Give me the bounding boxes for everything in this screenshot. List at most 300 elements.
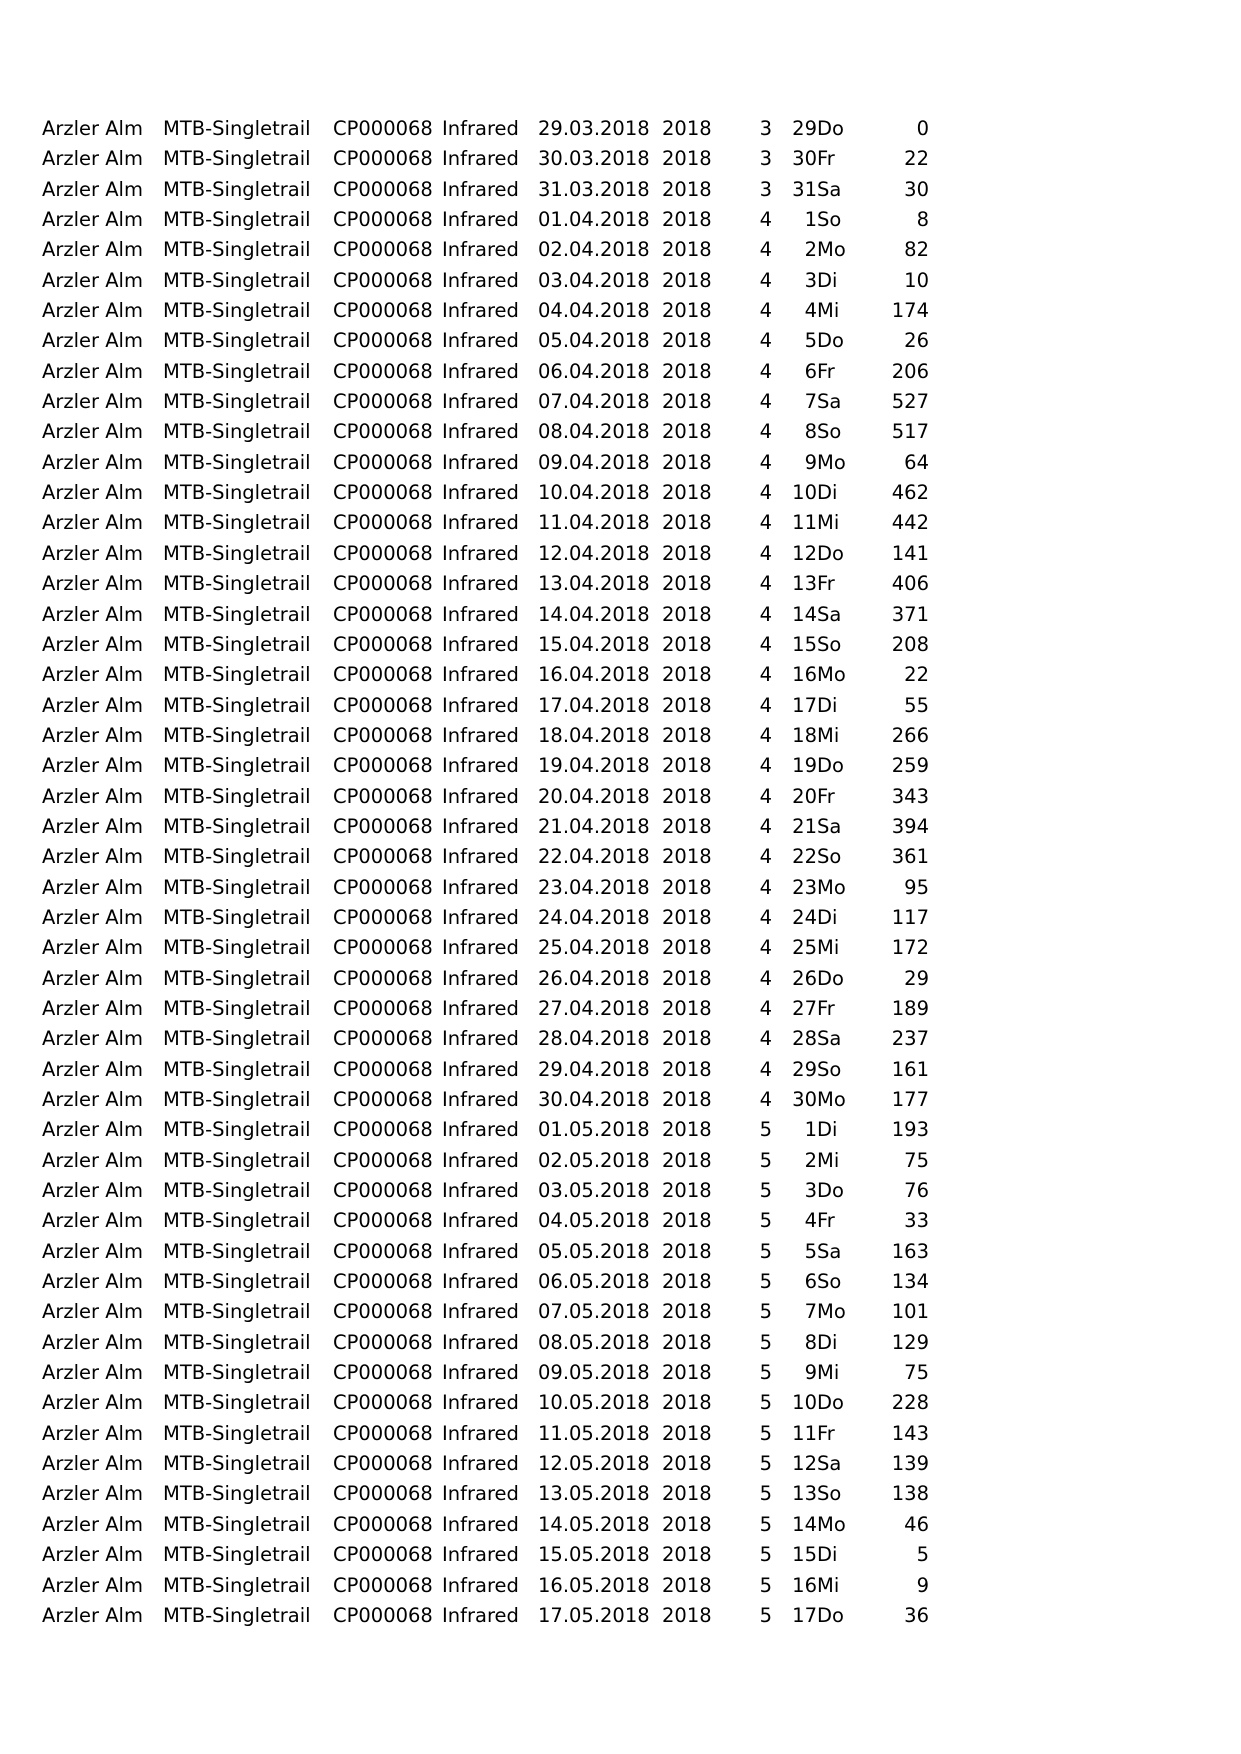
- trail-cell: MTB-Singletrail: [163, 1391, 311, 1415]
- location-cell: Arzler Alm: [42, 1512, 143, 1536]
- table-row: [42, 1024, 929, 1054]
- month-cell: 4: [759, 693, 772, 717]
- year-cell: 2018: [662, 481, 712, 505]
- weekday-cell: Di: [817, 693, 838, 717]
- trail-cell: MTB-Singletrail: [163, 359, 311, 383]
- count-cell: 527: [891, 390, 929, 414]
- year-cell: 2018: [662, 845, 712, 869]
- year-cell: 2018: [662, 208, 712, 232]
- day-cell: 2: [804, 1148, 817, 1172]
- year-cell: 2018: [662, 420, 712, 444]
- sensor-type-cell: Infrared: [442, 784, 519, 808]
- location-cell: Arzler Alm: [42, 572, 143, 596]
- date-cell: 25.04.2018: [538, 936, 650, 960]
- year-cell: 2018: [662, 390, 712, 414]
- date-cell: 06.05.2018: [538, 1270, 650, 1294]
- trail-cell: MTB-Singletrail: [163, 693, 311, 717]
- day-cell: 29: [792, 1057, 817, 1081]
- year-cell: 2018: [662, 936, 712, 960]
- date-cell: 30.03.2018: [538, 147, 650, 171]
- month-cell: 4: [759, 905, 772, 929]
- year-cell: 2018: [662, 1239, 712, 1263]
- trail-cell: MTB-Singletrail: [163, 966, 311, 990]
- table-row: [42, 175, 929, 205]
- counter-id-cell: CP000068: [333, 147, 433, 171]
- table-row: [42, 1176, 929, 1206]
- year-cell: 2018: [662, 268, 712, 292]
- location-cell: Arzler Alm: [42, 663, 143, 687]
- month-cell: 5: [759, 1452, 772, 1476]
- month-cell: 4: [759, 208, 772, 232]
- sensor-type-cell: Infrared: [442, 875, 519, 899]
- table-row: [42, 1479, 929, 1509]
- date-cell: 05.04.2018: [538, 329, 650, 353]
- count-cell: 8: [916, 208, 929, 232]
- counter-id-cell: CP000068: [333, 238, 433, 262]
- day-cell: 19: [792, 754, 817, 778]
- table-row: [42, 1449, 929, 1479]
- date-cell: 31.03.2018: [538, 177, 650, 201]
- counter-id-cell: CP000068: [333, 390, 433, 414]
- sensor-type-cell: Infrared: [442, 1088, 519, 1111]
- counter-id-cell: CP000068: [333, 1573, 433, 1597]
- day-cell: 17: [792, 1603, 817, 1627]
- table-row: [42, 144, 929, 174]
- counter-id-cell: CP000068: [333, 1118, 433, 1142]
- trail-cell: MTB-Singletrail: [163, 450, 311, 474]
- day-cell: 10: [792, 1391, 817, 1415]
- location-cell: Arzler Alm: [42, 511, 143, 535]
- sensor-type-cell: Infrared: [442, 359, 519, 383]
- weekday-cell: Do: [817, 754, 844, 778]
- date-cell: 04.04.2018: [538, 299, 650, 323]
- month-cell: 5: [759, 1270, 772, 1294]
- trail-cell: MTB-Singletrail: [163, 511, 311, 535]
- year-cell: 2018: [662, 1482, 712, 1506]
- month-cell: 4: [759, 1057, 772, 1081]
- weekday-cell: Mo: [817, 1300, 846, 1324]
- counter-id-cell: CP000068: [333, 268, 433, 292]
- table-row: [42, 964, 929, 994]
- date-cell: 27.04.2018: [538, 996, 650, 1020]
- month-cell: 4: [759, 632, 772, 656]
- location-cell: Arzler Alm: [42, 1148, 143, 1172]
- year-cell: 2018: [662, 511, 712, 535]
- location-cell: Arzler Alm: [42, 450, 143, 474]
- date-cell: 01.04.2018: [538, 208, 650, 232]
- date-cell: 05.05.2018: [538, 1239, 650, 1263]
- counter-id-cell: CP000068: [333, 572, 433, 596]
- count-cell: 9: [916, 1573, 929, 1597]
- day-cell: 12: [792, 541, 817, 565]
- location-cell: Arzler Alm: [42, 1270, 143, 1294]
- weekday-cell: Mi: [817, 511, 840, 535]
- date-cell: 11.05.2018: [538, 1421, 650, 1445]
- sensor-type-cell: Infrared: [442, 1209, 519, 1233]
- counter-id-cell: CP000068: [333, 723, 433, 747]
- trail-cell: MTB-Singletrail: [163, 238, 311, 262]
- date-cell: 02.04.2018: [538, 238, 650, 262]
- weekday-cell: Fr: [817, 572, 835, 596]
- year-cell: 2018: [662, 1088, 712, 1111]
- counter-id-cell: CP000068: [333, 602, 433, 626]
- counter-id-cell: CP000068: [333, 177, 433, 201]
- month-cell: 5: [759, 1361, 772, 1385]
- day-cell: 4: [804, 299, 817, 323]
- month-cell: 4: [759, 420, 772, 444]
- month-cell: 5: [759, 1330, 772, 1354]
- trail-cell: MTB-Singletrail: [163, 1330, 311, 1354]
- table-row: [42, 387, 929, 417]
- month-cell: 4: [759, 936, 772, 960]
- sensor-type-cell: Infrared: [442, 268, 519, 292]
- count-cell: 266: [891, 723, 929, 747]
- sensor-type-cell: Infrared: [442, 541, 519, 565]
- location-cell: Arzler Alm: [42, 1482, 143, 1506]
- table-row: [42, 508, 929, 538]
- day-cell: 12: [792, 1452, 817, 1476]
- weekday-cell: Di: [817, 905, 838, 929]
- location-cell: Arzler Alm: [42, 329, 143, 353]
- month-cell: 4: [759, 723, 772, 747]
- table-row: [42, 357, 929, 387]
- weekday-cell: Do: [817, 117, 844, 140]
- month-cell: 5: [759, 1209, 772, 1233]
- month-cell: 4: [759, 784, 772, 808]
- month-cell: 3: [759, 177, 772, 201]
- location-cell: Arzler Alm: [42, 754, 143, 778]
- count-cell: 29: [904, 966, 929, 990]
- sensor-type-cell: Infrared: [442, 1300, 519, 1324]
- counter-id-cell: CP000068: [333, 1209, 433, 1233]
- trail-cell: MTB-Singletrail: [163, 329, 311, 353]
- count-cell: 46: [904, 1512, 929, 1536]
- table-row: [42, 660, 929, 690]
- sensor-type-cell: Infrared: [442, 1057, 519, 1081]
- weekday-cell: Fr: [817, 1421, 835, 1445]
- day-cell: 2: [804, 238, 817, 262]
- count-cell: 206: [891, 359, 929, 383]
- trail-cell: MTB-Singletrail: [163, 147, 311, 171]
- day-cell: 22: [792, 845, 817, 869]
- sensor-type-cell: Infrared: [442, 1421, 519, 1445]
- counter-id-cell: CP000068: [333, 875, 433, 899]
- table-row: [42, 205, 929, 235]
- location-cell: Arzler Alm: [42, 723, 143, 747]
- date-cell: 22.04.2018: [538, 845, 650, 869]
- count-cell: 95: [904, 875, 929, 899]
- weekday-cell: So: [817, 208, 842, 232]
- date-cell: 11.04.2018: [538, 511, 650, 535]
- trail-cell: MTB-Singletrail: [163, 1361, 311, 1385]
- table-row: [42, 903, 929, 933]
- weekday-cell: Do: [817, 1391, 844, 1415]
- table-row: [42, 539, 929, 569]
- sensor-type-cell: Infrared: [442, 1239, 519, 1263]
- sensor-type-cell: Infrared: [442, 1027, 519, 1051]
- month-cell: 4: [759, 966, 772, 990]
- day-cell: 7: [804, 390, 817, 414]
- trail-cell: MTB-Singletrail: [163, 632, 311, 656]
- counter-id-cell: CP000068: [333, 208, 433, 232]
- date-cell: 17.04.2018: [538, 693, 650, 717]
- weekday-cell: Mi: [817, 299, 840, 323]
- location-cell: Arzler Alm: [42, 208, 143, 232]
- weekday-cell: Mi: [817, 1148, 840, 1172]
- trail-cell: MTB-Singletrail: [163, 1088, 311, 1111]
- weekday-cell: Fr: [817, 1209, 835, 1233]
- day-cell: 13: [792, 1482, 817, 1506]
- day-cell: 28: [792, 1027, 817, 1051]
- year-cell: 2018: [662, 996, 712, 1020]
- date-cell: 21.04.2018: [538, 814, 650, 838]
- date-cell: 15.05.2018: [538, 1543, 650, 1567]
- location-cell: Arzler Alm: [42, 238, 143, 262]
- table-row: [42, 721, 929, 751]
- sensor-type-cell: Infrared: [442, 966, 519, 990]
- year-cell: 2018: [662, 572, 712, 596]
- count-cell: 75: [904, 1361, 929, 1385]
- table-row: [42, 478, 929, 508]
- month-cell: 3: [759, 117, 772, 140]
- table-row: [42, 1237, 929, 1267]
- counter-id-cell: CP000068: [333, 1057, 433, 1081]
- weekday-cell: Sa: [817, 177, 842, 201]
- day-cell: 14: [792, 1512, 817, 1536]
- day-cell: 16: [792, 663, 817, 687]
- location-cell: Arzler Alm: [42, 1239, 143, 1263]
- count-cell: 193: [891, 1118, 929, 1142]
- sensor-type-cell: Infrared: [442, 299, 519, 323]
- counter-id-cell: CP000068: [333, 754, 433, 778]
- count-cell: 394: [891, 814, 929, 838]
- location-cell: Arzler Alm: [42, 1027, 143, 1051]
- weekday-cell: Sa: [817, 1027, 842, 1051]
- year-cell: 2018: [662, 1391, 712, 1415]
- location-cell: Arzler Alm: [42, 147, 143, 171]
- counter-id-cell: CP000068: [333, 966, 433, 990]
- weekday-cell: Mi: [817, 936, 840, 960]
- date-cell: 16.04.2018: [538, 663, 650, 687]
- table-row: [42, 933, 929, 963]
- day-cell: 29: [792, 117, 817, 140]
- weekday-cell: So: [817, 420, 842, 444]
- month-cell: 4: [759, 845, 772, 869]
- year-cell: 2018: [662, 1209, 712, 1233]
- sensor-type-cell: Infrared: [442, 632, 519, 656]
- sensor-type-cell: Infrared: [442, 147, 519, 171]
- location-cell: Arzler Alm: [42, 632, 143, 656]
- sensor-type-cell: Infrared: [442, 1270, 519, 1294]
- weekday-cell: Mo: [817, 1088, 846, 1111]
- day-cell: 14: [792, 602, 817, 626]
- count-cell: 22: [904, 663, 929, 687]
- date-cell: 24.04.2018: [538, 905, 650, 929]
- date-cell: 09.05.2018: [538, 1361, 650, 1385]
- sensor-type-cell: Infrared: [442, 723, 519, 747]
- day-cell: 24: [792, 905, 817, 929]
- month-cell: 5: [759, 1391, 772, 1415]
- trail-cell: MTB-Singletrail: [163, 723, 311, 747]
- table-row: [42, 1206, 929, 1236]
- year-cell: 2018: [662, 359, 712, 383]
- table-row: [42, 1388, 929, 1418]
- date-cell: 16.05.2018: [538, 1573, 650, 1597]
- table-row: [42, 235, 929, 265]
- date-cell: 12.05.2018: [538, 1452, 650, 1476]
- day-cell: 5: [804, 329, 817, 353]
- sensor-type-cell: Infrared: [442, 1148, 519, 1172]
- trail-cell: MTB-Singletrail: [163, 1239, 311, 1263]
- year-cell: 2018: [662, 541, 712, 565]
- sensor-type-cell: Infrared: [442, 1482, 519, 1506]
- table-row: [42, 994, 929, 1024]
- counter-id-cell: CP000068: [333, 359, 433, 383]
- weekday-cell: Mo: [817, 875, 846, 899]
- weekday-cell: So: [817, 1270, 842, 1294]
- location-cell: Arzler Alm: [42, 420, 143, 444]
- month-cell: 5: [759, 1300, 772, 1324]
- sensor-type-cell: Infrared: [442, 572, 519, 596]
- sensor-type-cell: Infrared: [442, 390, 519, 414]
- day-cell: 7: [804, 1300, 817, 1324]
- counter-id-cell: CP000068: [333, 541, 433, 565]
- sensor-type-cell: Infrared: [442, 511, 519, 535]
- trail-cell: MTB-Singletrail: [163, 208, 311, 232]
- date-cell: 08.05.2018: [538, 1330, 650, 1354]
- weekday-cell: Mi: [817, 1361, 840, 1385]
- trail-cell: MTB-Singletrail: [163, 390, 311, 414]
- trail-cell: MTB-Singletrail: [163, 1027, 311, 1051]
- day-cell: 20: [792, 784, 817, 808]
- count-cell: 177: [891, 1088, 929, 1111]
- sensor-type-cell: Infrared: [442, 238, 519, 262]
- weekday-cell: Do: [817, 329, 844, 353]
- table-row: [42, 842, 929, 872]
- table-row: [42, 1146, 929, 1176]
- year-cell: 2018: [662, 1361, 712, 1385]
- trail-cell: MTB-Singletrail: [163, 420, 311, 444]
- date-cell: 09.04.2018: [538, 450, 650, 474]
- sensor-type-cell: Infrared: [442, 1603, 519, 1627]
- day-cell: 17: [792, 693, 817, 717]
- table-row: [42, 417, 929, 447]
- year-cell: 2018: [662, 602, 712, 626]
- table-row: [42, 1085, 929, 1115]
- table-row: [42, 600, 929, 630]
- counter-id-cell: CP000068: [333, 1330, 433, 1354]
- trail-cell: MTB-Singletrail: [163, 1543, 311, 1567]
- day-cell: 3: [804, 268, 817, 292]
- counter-id-cell: CP000068: [333, 1452, 433, 1476]
- weekday-cell: Mi: [817, 723, 840, 747]
- month-cell: 5: [759, 1482, 772, 1506]
- counter-id-cell: CP000068: [333, 511, 433, 535]
- table-body: [42, 114, 929, 1631]
- trail-cell: MTB-Singletrail: [163, 814, 311, 838]
- weekday-cell: Fr: [817, 784, 835, 808]
- year-cell: 2018: [662, 1057, 712, 1081]
- date-cell: 26.04.2018: [538, 966, 650, 990]
- weekday-cell: Di: [817, 268, 838, 292]
- count-cell: 101: [891, 1300, 929, 1324]
- trail-cell: MTB-Singletrail: [163, 1057, 311, 1081]
- sensor-type-cell: Infrared: [442, 1330, 519, 1354]
- month-cell: 4: [759, 663, 772, 687]
- counter-id-cell: CP000068: [333, 1512, 433, 1536]
- counter-id-cell: CP000068: [333, 1421, 433, 1445]
- table-row: [42, 1571, 929, 1601]
- location-cell: Arzler Alm: [42, 1421, 143, 1445]
- counter-id-cell: CP000068: [333, 784, 433, 808]
- location-cell: Arzler Alm: [42, 905, 143, 929]
- day-cell: 9: [804, 1361, 817, 1385]
- count-cell: 55: [904, 693, 929, 717]
- trail-cell: MTB-Singletrail: [163, 1270, 311, 1294]
- location-cell: Arzler Alm: [42, 117, 143, 140]
- count-cell: 22: [904, 147, 929, 171]
- table-row: [42, 1115, 929, 1145]
- count-cell: 163: [891, 1239, 929, 1263]
- sensor-type-cell: Infrared: [442, 1452, 519, 1476]
- counter-id-cell: CP000068: [333, 1239, 433, 1263]
- weekday-cell: Mo: [817, 1512, 846, 1536]
- year-cell: 2018: [662, 1027, 712, 1051]
- date-cell: 13.05.2018: [538, 1482, 650, 1506]
- month-cell: 5: [759, 1421, 772, 1445]
- trail-cell: MTB-Singletrail: [163, 1482, 311, 1506]
- location-cell: Arzler Alm: [42, 1057, 143, 1081]
- year-cell: 2018: [662, 1512, 712, 1536]
- count-cell: 406: [891, 572, 929, 596]
- trail-cell: MTB-Singletrail: [163, 572, 311, 596]
- sensor-type-cell: Infrared: [442, 814, 519, 838]
- month-cell: 4: [759, 1088, 772, 1111]
- month-cell: 4: [759, 329, 772, 353]
- year-cell: 2018: [662, 754, 712, 778]
- counter-id-cell: CP000068: [333, 1543, 433, 1567]
- date-cell: 30.04.2018: [538, 1088, 650, 1111]
- month-cell: 4: [759, 572, 772, 596]
- location-cell: Arzler Alm: [42, 1118, 143, 1142]
- year-cell: 2018: [662, 966, 712, 990]
- sensor-type-cell: Infrared: [442, 450, 519, 474]
- month-cell: 4: [759, 359, 772, 383]
- sensor-type-cell: Infrared: [442, 1573, 519, 1597]
- location-cell: Arzler Alm: [42, 481, 143, 505]
- table-row: [42, 782, 929, 812]
- counter-id-cell: CP000068: [333, 1482, 433, 1506]
- trail-cell: MTB-Singletrail: [163, 1179, 311, 1203]
- count-cell: 64: [904, 450, 929, 474]
- date-cell: 10.04.2018: [538, 481, 650, 505]
- year-cell: 2018: [662, 875, 712, 899]
- day-cell: 11: [792, 1421, 817, 1445]
- date-cell: 15.04.2018: [538, 632, 650, 656]
- location-cell: Arzler Alm: [42, 1209, 143, 1233]
- trail-cell: MTB-Singletrail: [163, 996, 311, 1020]
- counter-id-cell: CP000068: [333, 450, 433, 474]
- month-cell: 4: [759, 602, 772, 626]
- count-cell: 141: [891, 541, 929, 565]
- count-cell: 26: [904, 329, 929, 353]
- trail-cell: MTB-Singletrail: [163, 1573, 311, 1597]
- sensor-type-cell: Infrared: [442, 602, 519, 626]
- trail-cell: MTB-Singletrail: [163, 845, 311, 869]
- day-cell: 1: [804, 1118, 817, 1142]
- count-cell: 259: [891, 754, 929, 778]
- month-cell: 3: [759, 147, 772, 171]
